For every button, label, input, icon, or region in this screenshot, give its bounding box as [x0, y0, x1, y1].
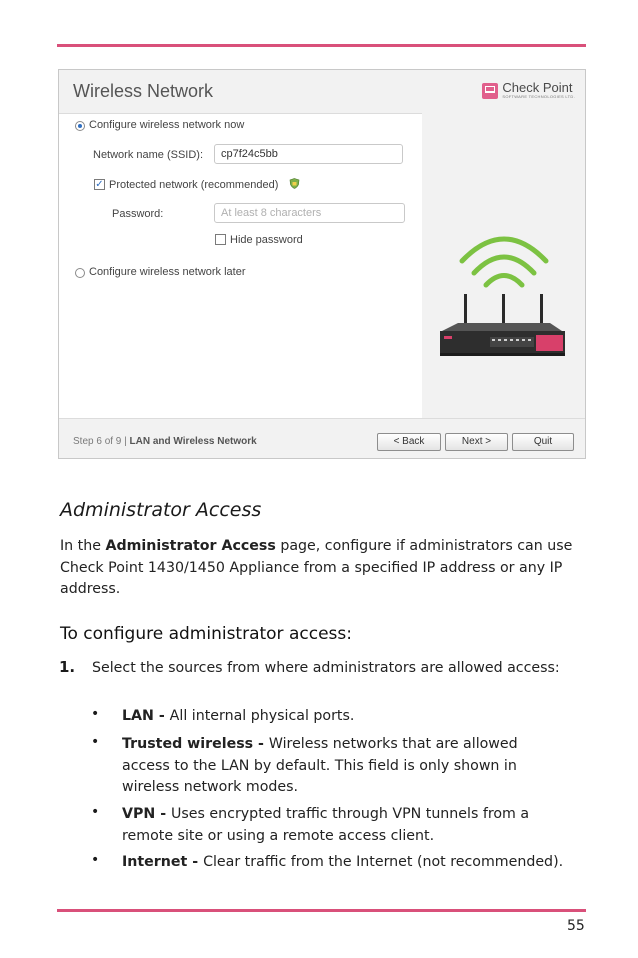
wireless-router-icon — [422, 113, 586, 418]
logo-sub-text: SOFTWARE TECHNOLOGIES LTD. — [502, 94, 575, 99]
protected-network-label: Protected network (recommended) — [109, 179, 279, 191]
bullet-vpn — [122, 804, 552, 847]
back-button[interactable]: < Back — [377, 433, 441, 451]
bullet-icon: • — [91, 804, 100, 820]
intro-after: page, configure if administrators can use Check Point 1430/1450 Appliance from a specified IP address or any IP address. — [60, 538, 573, 597]
top-divider — [57, 44, 586, 47]
intro-paragraph — [60, 536, 590, 601]
bullet-term: Internet - — [122, 854, 204, 870]
page-number: 55 — [567, 918, 585, 934]
configure-now-label: Configure wireless network now — [89, 119, 245, 131]
bullet-term: VPN - — [122, 806, 172, 822]
configure-later-label: Configure wireless network later — [89, 266, 246, 278]
protected-network-checkbox[interactable]: ✓ — [95, 179, 104, 190]
password-input[interactable]: At least 8 characters — [214, 203, 405, 223]
ssid-label: Network name (SSID): — [93, 149, 204, 161]
bullet-lan — [122, 706, 572, 728]
step-count: Step 6 of 9 | — [73, 436, 127, 447]
section-title: Administrator Access — [60, 499, 262, 521]
bullet-term: Trusted wireless - — [122, 736, 269, 752]
wizard-footer — [59, 418, 585, 459]
bullet-desc: Uses encrypted traffic through VPN tunnels from a remote site or using a remote access client. — [122, 806, 530, 844]
bullet-trusted-wireless — [122, 734, 542, 799]
check-point-logo — [482, 81, 575, 99]
hide-password-checkbox[interactable] — [215, 234, 226, 245]
wizard-title: Wireless Network — [73, 81, 214, 101]
configure-later-radio[interactable] — [75, 268, 85, 278]
bullet-icon: • — [91, 706, 100, 722]
bullet-desc: All internal physical ports. — [169, 708, 355, 724]
wizard-screenshot — [58, 69, 586, 459]
bullet-icon: • — [91, 852, 100, 868]
step-name: LAN and Wireless Network — [129, 436, 257, 447]
bottom-divider — [57, 909, 586, 912]
router-illustration-panel — [422, 113, 586, 418]
step-text: Select the sources from where administrators are allowed access: — [92, 660, 560, 676]
bullet-internet — [122, 852, 592, 874]
bullet-term: LAN - — [122, 708, 170, 724]
configure-now-radio[interactable] — [75, 121, 85, 131]
next-button[interactable]: Next > — [445, 433, 508, 451]
bullet-icon: • — [91, 734, 100, 750]
ssid-input[interactable]: cp7f24c5bb — [214, 144, 403, 164]
password-label: Password: — [112, 208, 164, 220]
step-indicator — [73, 436, 257, 447]
shield-icon — [289, 178, 300, 189]
intro-before: In the — [60, 538, 106, 554]
intro-bold: Administrator Access — [105, 538, 276, 554]
wizard-header — [59, 70, 585, 114]
bullet-desc: Wireless networks that are allowed access to the LAN by default. This field is only shown in wireless network modes. — [122, 736, 518, 795]
hide-password-label: Hide password — [230, 234, 303, 246]
step-number: 1. — [59, 658, 76, 676]
procedure-title: To configure administrator access: — [60, 624, 352, 644]
quit-button[interactable]: Quit — [512, 433, 574, 451]
check-point-logo-icon — [482, 83, 498, 99]
logo-main-text: Check Point — [502, 80, 573, 95]
bullet-desc: Clear traffic from the Internet (not recommended). — [203, 854, 564, 870]
